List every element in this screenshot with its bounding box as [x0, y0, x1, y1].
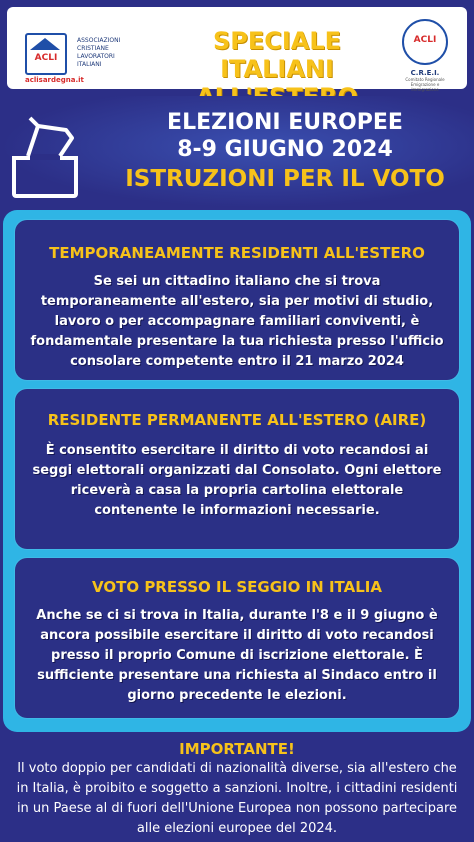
section-title: VOTO PRESSO IL SEGGIO IN ITALIA	[92, 578, 382, 596]
ballot-box-icon	[8, 112, 82, 200]
header-date: 8-9 GIUGNO 2024	[177, 137, 393, 162]
section-vote-in-italy	[15, 558, 459, 718]
section-title: TEMPORANEAMENTE RESIDENTI ALL'ESTERO	[49, 244, 425, 262]
association-name: ASSOCIAZIONI CRISTIANE LAVORATORI ITALIANI	[77, 37, 121, 68]
acli-logo	[17, 17, 125, 87]
section-permanent-residents	[15, 389, 459, 549]
crei-mark-icon: ACLI	[402, 19, 448, 65]
crei-logo	[397, 19, 453, 92]
important-text: Il voto doppio per candidati di nazionalità diverse, sia all'estero che in Italia, è proibito e soggetto a sanzioni. Inoltre, i cittadini residenti in un Paese al di fuori dell'Unione Europea non possono partecipare alle elezioni europee del 2024.	[16, 761, 458, 836]
banner-title: SPECIALE ITALIANI	[212, 27, 342, 83]
acli-mark-icon: ACLI	[25, 33, 67, 75]
header-subtitle: ISTRUZIONI PER IL VOTO	[125, 166, 445, 192]
section-temporary-residents	[15, 220, 459, 380]
website-link[interactable]: aclisardegna.it	[25, 76, 84, 84]
crei-name: C.R.E.I.	[410, 69, 440, 77]
important-title: IMPORTANTE!	[179, 740, 295, 758]
section-text: È consentito esercitare il diritto di voto recandosi ai seggi elettorali organizzati dal Consolato. Ogni elettore riceverà a casa la propria cartolina elettorale contenente le informazioni necessarie.	[32, 443, 442, 518]
section-title: RESIDENTE PERMANENTE ALL'ESTERO (AIRE)	[47, 411, 427, 429]
header-title: ELEZIONI EUROPEE	[167, 110, 403, 135]
crei-subtitle: Comitato Regionale Emigrazione e Immigrazione	[405, 77, 445, 92]
section-text: Se sei un cittadino italiano che si trova temporaneamente all'estero, sia per motivi di studio, lavoro o per accompagnare familiari conviventi, è fondamentale presentare la tua richiesta presso l'ufficio consolare competente entro il 21 marzo 2024	[30, 274, 444, 369]
top-banner	[7, 7, 467, 92]
section-text: Anche se ci si trova in Italia, durante l'8 e il 9 giugno è ancora possibile esercitare il diritto di voto recandosi presso il proprio Comune di iscrizione elettorale. È sufficiente presentare una richiesta al Sindaco entro il giorno precedente le elezioni.	[36, 608, 438, 703]
